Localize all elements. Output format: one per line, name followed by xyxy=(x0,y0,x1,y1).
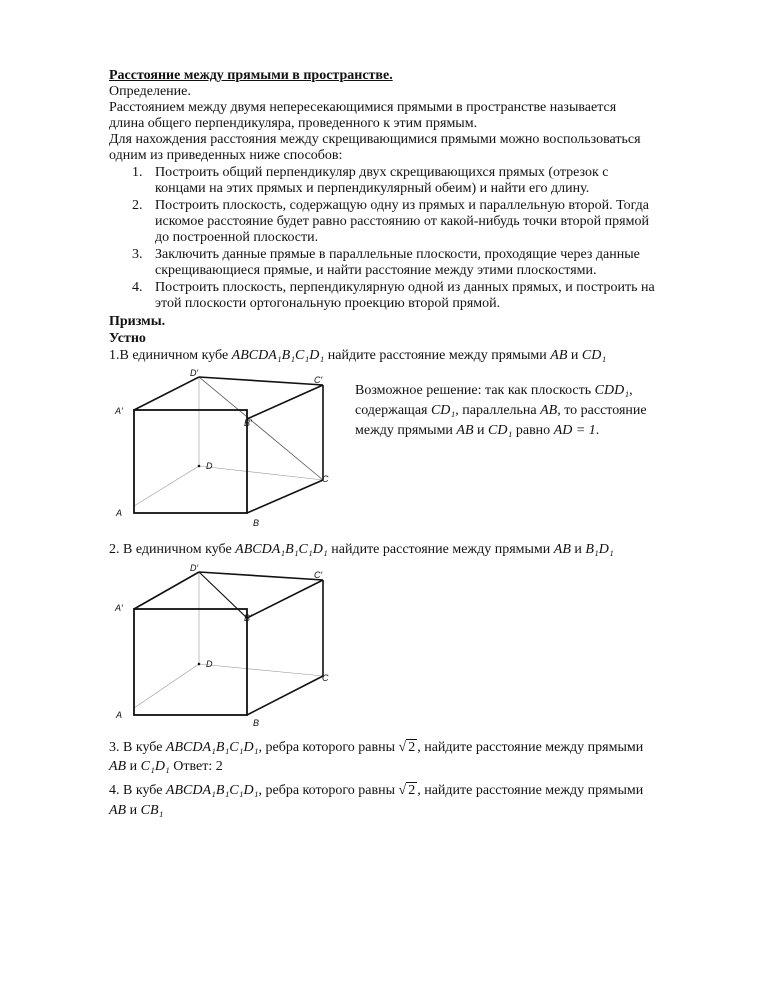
label-c1: C′ xyxy=(314,570,323,580)
method-line: этой плоскости ортогональную проекцию второй прямой. xyxy=(155,296,501,311)
page-title: Расстояние между прямыми в пространстве. xyxy=(109,68,393,83)
problem-1-line2: CD₁ xyxy=(581,348,607,363)
cube-figure-2 xyxy=(110,562,335,727)
label-b1: B′ xyxy=(244,418,252,428)
solution-math: CDD₁ xyxy=(594,383,630,398)
label-d1: D′ xyxy=(190,563,199,573)
method-line: Заключить данные прямые в параллельные плоскости, проходящие через данные xyxy=(155,247,640,262)
method-number: 2. xyxy=(132,198,143,213)
solution-1-line xyxy=(355,403,647,419)
sqrt-symbol: √ 2 xyxy=(398,783,416,798)
problem-3-line2: C₁D₁ xyxy=(140,759,170,774)
solution-math: AB xyxy=(456,423,474,438)
definition-line: длина общего перпендикуляра, проведенного к этим прямым. xyxy=(109,116,478,131)
sqrt-symbol: √ 2 xyxy=(398,740,416,755)
method-line: скрещивающиеся прямые, и найти расстояние между этими плоскостями. xyxy=(155,263,597,278)
problem-4-end: , найдите расстояние между прямыми xyxy=(417,783,644,798)
solution-text: между прямыми xyxy=(355,423,453,438)
solution-math: CD₁ xyxy=(430,403,456,418)
problem-4-prefix: 4. В кубе xyxy=(109,783,163,798)
problem-2-line1: AB xyxy=(553,542,571,557)
method-line: Построить общий перпендикуляр двух скрещивающихся прямых (отрезок с xyxy=(155,165,609,180)
problem-3-line1: AB xyxy=(109,759,127,774)
solution-text: равно xyxy=(515,423,551,438)
problem-2-line2: B₁D₁ xyxy=(585,542,614,557)
problem-4-mid: , ребра которого равны xyxy=(258,783,396,798)
method-line: Построить плоскость, содержащую одну из прямых и параллельную второй. Тогда xyxy=(155,198,649,213)
solution-math: AD = 1 xyxy=(553,423,596,438)
problem-2-mid: найдите расстояние между прямыми xyxy=(331,542,551,557)
problem-1-prefix: 1.В единичном кубе xyxy=(109,348,229,363)
method-line: концами на этих прямых и перпендикулярный обеим) и найти его длину. xyxy=(155,181,590,196)
method-line: искомое расстояние будет равно расстоянию от какой-нибудь точки второй прямой xyxy=(155,214,649,229)
method-number: 4. xyxy=(132,280,143,295)
method-number: 1. xyxy=(132,165,143,180)
problem-3-cont xyxy=(109,759,223,775)
problem-4-cont xyxy=(109,803,163,819)
definition-line: одним из приведенных ниже способов: xyxy=(109,148,343,163)
solution-text: , параллельна xyxy=(455,403,537,418)
problem-1-cube: ABCDA₁B₁C₁D₁ xyxy=(231,348,325,363)
label-a: A xyxy=(116,710,123,720)
problem-3 xyxy=(109,740,643,756)
solution-math: CD₁ xyxy=(488,423,513,438)
label-b: B xyxy=(253,518,260,528)
solution-text: и xyxy=(477,423,485,438)
problem-2 xyxy=(109,542,614,558)
problem-2-cube: ABCDA₁B₁C₁D₁ xyxy=(235,542,328,557)
solution-text: , то расстояние xyxy=(557,403,647,418)
solution-text: Возможное решение: так как плоскость xyxy=(355,383,592,398)
solution-1-line xyxy=(355,383,633,399)
label-a1: A′ xyxy=(115,406,123,416)
definition-line: Для нахождения расстояния между скрещивающимися прямыми можно воспользоваться xyxy=(109,132,641,147)
label-c: C xyxy=(322,673,329,683)
label-a1: A′ xyxy=(115,603,123,613)
section-prisms: Призмы. xyxy=(109,314,166,329)
solution-1-line xyxy=(355,423,599,439)
method-line: Построить плоскость, перпендикулярную одной из данных прямых, и построить на xyxy=(155,280,655,295)
problem-3-end: , найдите расстояние между прямыми xyxy=(417,740,644,755)
problem-3-edge: 2 xyxy=(408,740,416,755)
label-c: C xyxy=(322,474,329,484)
solution-text: содержащая xyxy=(355,403,428,418)
label-a: A xyxy=(116,508,123,518)
label-c1: C′ xyxy=(314,375,323,385)
label-d: D xyxy=(206,659,213,669)
problem-4-line1: AB xyxy=(109,803,127,818)
problem-3-answer: Ответ: 2 xyxy=(173,759,223,774)
problem-3-mid: , ребра которого равны xyxy=(258,740,396,755)
solution-text: , xyxy=(629,383,633,398)
problem-1-mid: найдите расстояние между прямыми xyxy=(327,348,547,363)
problem-2-and: и xyxy=(574,542,582,557)
problem-3-and: и xyxy=(129,759,138,774)
cube-figure-1 xyxy=(110,368,335,528)
label-b: B xyxy=(253,718,260,727)
label-d: D xyxy=(206,461,213,471)
method-line: до построенной плоскости. xyxy=(155,230,319,245)
section-oral: Устно xyxy=(109,331,146,346)
label-b1: B′ xyxy=(244,613,252,623)
problem-4-edge: 2 xyxy=(408,783,416,798)
problem-1 xyxy=(109,348,606,364)
method-number: 3. xyxy=(132,247,143,262)
problem-3-cube: ABCDA₁B₁C₁D₁ xyxy=(165,740,259,755)
problem-1-line1: AB xyxy=(550,348,568,363)
solution-math: AB xyxy=(540,403,558,418)
definition-heading: Определение. xyxy=(109,84,191,99)
problem-2-prefix: 2. В единичном кубе xyxy=(109,542,232,557)
problem-4-line2: CB₁ xyxy=(140,803,164,818)
solution-text: . xyxy=(595,423,600,438)
problem-3-prefix: 3. В кубе xyxy=(109,740,163,755)
problem-4-and: и xyxy=(129,803,138,818)
definition-line: Расстоянием между двумя непересекающимися прямыми в пространстве называется xyxy=(109,100,617,115)
problem-1-and: и xyxy=(570,348,579,363)
problem-4 xyxy=(109,783,643,799)
label-d1: D′ xyxy=(190,368,199,378)
problem-4-cube: ABCDA₁B₁C₁D₁ xyxy=(165,783,259,798)
